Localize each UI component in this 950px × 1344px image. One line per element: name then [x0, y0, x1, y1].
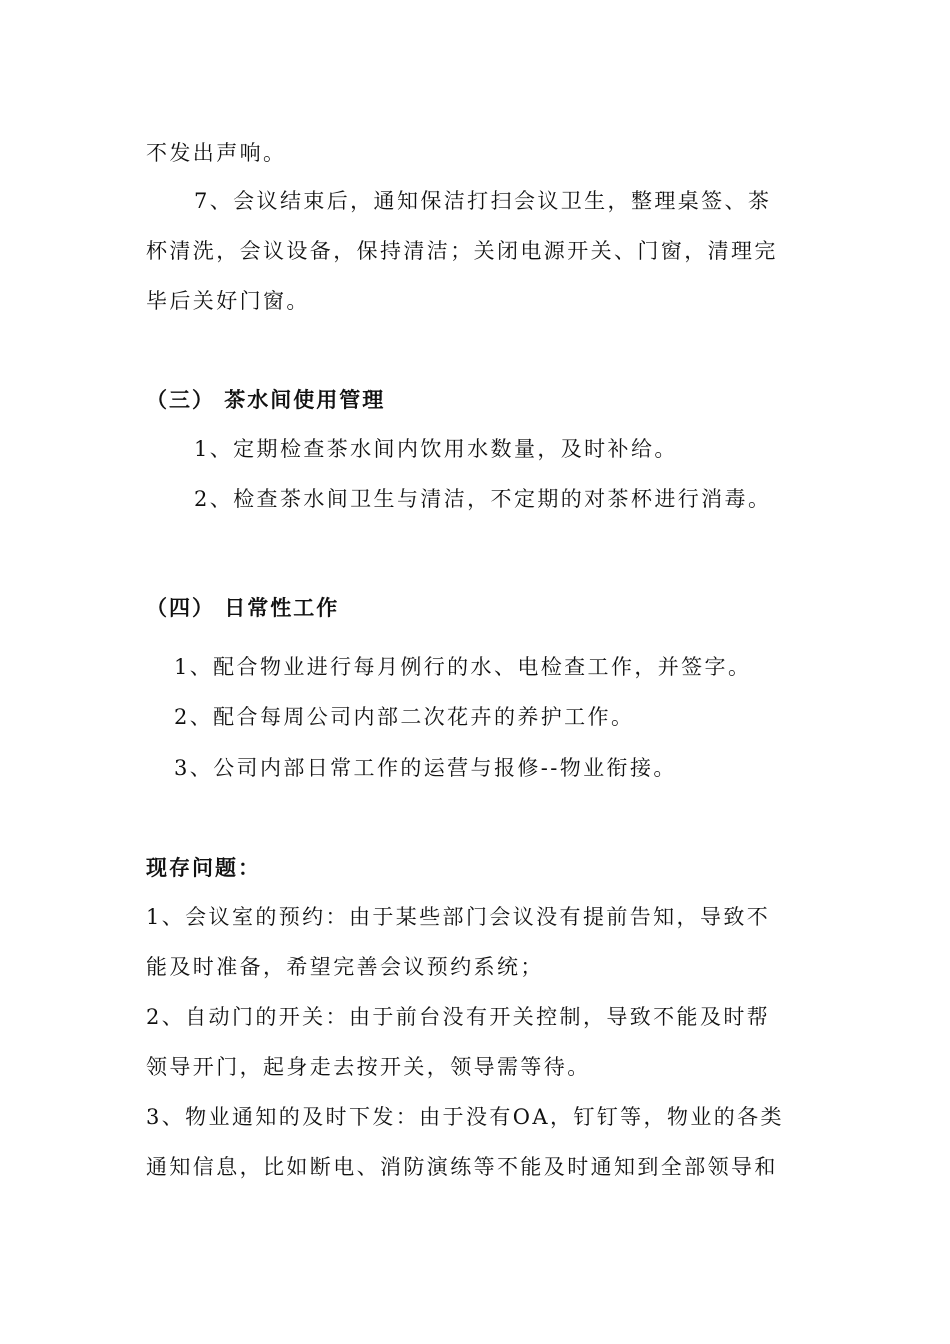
- issue-line: 3、物业通知的及时下发：由于没有OA，钉钉等，物业的各类: [146, 1105, 784, 1129]
- list-item: 1、配合物业进行每月例行的水、电检查工作，并签字。: [174, 655, 752, 679]
- paragraph-6-tail: 不发出声响。: [146, 141, 287, 165]
- issue-line: 2、自动门的开关：由于前台没有开关控制，导致不能及时帮: [146, 1005, 771, 1029]
- issue-line: 通知信息，比如断电、消防演练等不能及时通知到全部领导和: [146, 1155, 778, 1179]
- paragraph-7-line-2: 杯清洗，会议设备，保持清洁；关闭电源开关、门窗，清理完: [146, 239, 778, 263]
- section-heading-daily-work: （四） 日常性工作: [146, 596, 340, 620]
- issue-line: 领导开门，起身走去按开关，领导需等待。: [146, 1055, 591, 1079]
- issue-line: 能及时准备，希望完善会议预约系统；: [146, 955, 544, 979]
- issue-line: 1、会议室的预约：由于某些部门会议没有提前告知，导致不: [146, 905, 771, 929]
- section-heading-tea-room: （三） 茶水间使用管理: [146, 388, 386, 412]
- list-item: 2、配合每周公司内部二次花卉的养护工作。: [174, 705, 635, 729]
- list-item: 3、公司内部日常工作的运营与报修--物业衔接。: [174, 756, 677, 780]
- paragraph-7-line-3: 毕后关好门窗。: [146, 289, 310, 313]
- list-item: 2、检查茶水间卫生与清洁，不定期的对茶杯进行消毒。: [194, 487, 772, 511]
- section-heading-issues: 现存问题：: [146, 856, 261, 880]
- paragraph-7-line-1: 7、会议结束后，通知保洁打扫会议卫生，整理桌签、茶: [194, 189, 772, 213]
- list-item: 1、定期检查茶水间内饮用水数量，及时补给。: [194, 437, 678, 461]
